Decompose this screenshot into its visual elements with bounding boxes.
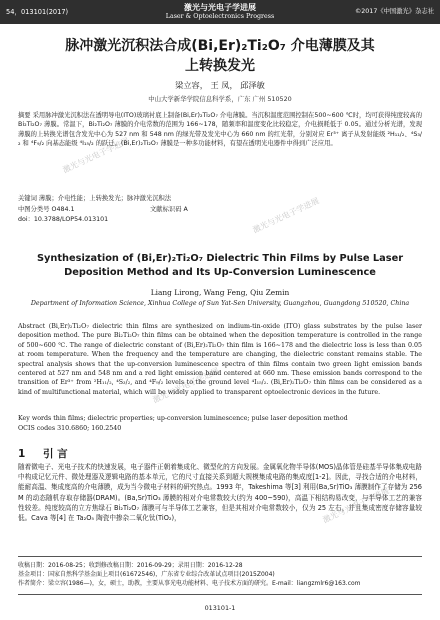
watermark: 激光与光电子学进展 [321,486,391,525]
title-en [0,252,440,280]
title-cn [0,36,440,76]
received-date: 收稿日期：2016-08-25；收到修改稿日期：2016-09-29；录用日期：2016-12-28 [18,562,243,569]
funding: 基金项目：国家自然科学基金面上项目(61672546)，广东省专业综合改革试点项目(2015Z004) [18,571,275,578]
keywords-cn: 关键词 薄膜；介电性能；上转换发光；脉冲激光沉积法 [18,195,172,202]
authors-en: Liang Lirong, Wang Feng, Qiu Zemin [150,288,290,297]
abstract-cn: 摘要 采用脉冲激光沉积法在透明导电(ITO)玻璃衬底上制备(Bi,Er)₂Ti₂O₇ 介电薄膜。当沉积温度范围控制在500~600 ℃时，均可获得纯度较高的 Bi₂Ti₂O₇ 薄膜。常温下，Bi₂Ti₂O₇ 薄膜的介电常数的范围为 166~178，随频率和温度变化比较稳定，介电损耗低于 0.05。通过分析光谱，发现薄膜的上转换光谱包含发光中心为 527 nm 和 548 nm 的绿光带及发光中心为 660 nm 的红光带，分别对应 Er³⁺ 离子从发射能级 ²H₁₁/₂、⁴S₃/₂ 和 ⁴F₉/₂ 向基态能级 ⁴I₁₅/₂ 的跃迁。(Bi,Er)₂Ti₂O₇ 薄膜是一种多功能材料，有望在透明光电器件中得到广泛应用。 [18,112,422,148]
footnotes [18,561,422,588]
footnote-rule [18,594,422,595]
class-number: 中图分类号 O484.1 [18,206,75,213]
page-number: 013101-1 [204,604,236,612]
journal-name-cn: 激光与光电子学进展 [184,3,256,12]
journal-header [0,0,440,24]
title-en-line-2: Deposition Method and Its Up-Conversion Luminescence [64,267,376,278]
authors-cn: 梁立容， 王 凤， 邱泽敏 [175,80,265,90]
doi: doi：10.3788/LOP54.013101 [18,216,109,223]
watermark: 激光与光电子学进展 [251,196,321,235]
abstract-en: Abstract (Bi,Er)₂Ti₂O₇ dielectric thin films are synthesized on indium-tin-oxide (ITO) glass substrates by the pulse laser deposition method. The pure Bi₂Ti₂O₇ thin films can be obtained when the deposition temperature is controlled in the range of 500~600 ℃. The range of dielectric constant of (Bi,Er)₂Ti₂O₇ thin film is 166~178 and the dielectric loss is less than 0.05 at room temperature. When the frequency and the temperature are changing, the dielectric constant remains stable. The spectral analysis shows that the up-conversion luminescence spectra of thin films contain two green light emission bands centered at 527 nm and 548 nm and a red light emission band centered at 660 nm. These emission bands correspond to the transition of Er³⁺ from ²H₁₁/₂, ⁴S₃/₂, and ⁴F₉/₂ levels to the ground level ⁴I₁₅/₂. (Bi,Er)₂Ti₂O₇ thin films can be considered as a kind of multifunctional material, which will be widely applied to transparent optoelectronic devices in the future. [18,323,422,396]
watermark: 激光与光电子学进展 [151,366,221,405]
title-cn-line-1: 脉冲激光沉积法合成(Bi,Er)₂Ti₂O₇ 介电薄膜及其 [65,38,375,54]
section-title: 引 言 [42,448,68,460]
document-code: 文献标识码 A [150,206,188,213]
watermark: 激光与光电子学进展 [61,136,131,175]
journal-name-en: Laser & Optoelectronics Progress [165,13,275,20]
affiliation-cn: 中山大学新华学院信息科学系，广东 广州 510520 [148,95,292,103]
title-cn-line-2: 上转换发光 [185,58,255,74]
keywords-en: Key words thin films; dielectric properties; up-conversion luminescence; pulse laser deposition method [18,415,348,422]
affiliation-en: Department of Information Science, Xinhua College of Sun Yat-Sen University, Guangzhou, Guangdong 510520, China [30,300,410,307]
section-heading [18,446,68,461]
volume-issue: 54，013101(2017) [6,8,69,16]
ocis-codes: OCIS codes 310.6860; 160.2540 [18,425,122,432]
footnote-rule [18,556,422,557]
introduction-text: 随着微电子、光电子技术的快速发展，电子器件正朝着集成化、微型化的方向发展。金属氧化物半导体(MOS)晶体管是硅基半导体集成电路中构成记忆元件、微处理器及逻辑电路的基本单元，它的尺寸直接关系到超大规模集成电路的集成度[1-2]。因此，寻找合适的介电材料，能耐高温、集成度高的介电薄膜，成为当今微电子材料的研究热点。1993 年，Takeshima 等[3] 利用(Ba,Sr)TiO₃ 薄膜制作了存储为 256 M 的动态随机存取存储器(DRAM)。(Ba,Sr)TiO₃ 薄膜的相对介电常数较大(约为 400~590)，高温下相结构易改变，与半导体工艺的兼容性较差。纯度较高的立方焦绿石 Bi₂Ti₂O₇ 薄膜可与半导体工艺兼容，但是其相对介电常数较小，仅为 25 左右，并且集成密度存储容量较低。Cava 等[4] 在 Ta₂O₅ 陶瓷中掺杂二氧化钛(TiO₂)， [18,463,422,523]
author-bio: 作者简介：梁立容(1986—)，女，硕士，助教，主要从事光电功能材料、电子技术方面的研究。E-mail：liangzmlr6@163.com [18,580,361,587]
title-en-line-1: Synthesization of (Bi,Er)₂Ti₂O₇ Dielectric Thin Films by Pulse Laser [36,253,404,264]
section-number: 1 [18,448,26,460]
copyright: ©2017《中国激光》杂志社 [355,8,434,15]
